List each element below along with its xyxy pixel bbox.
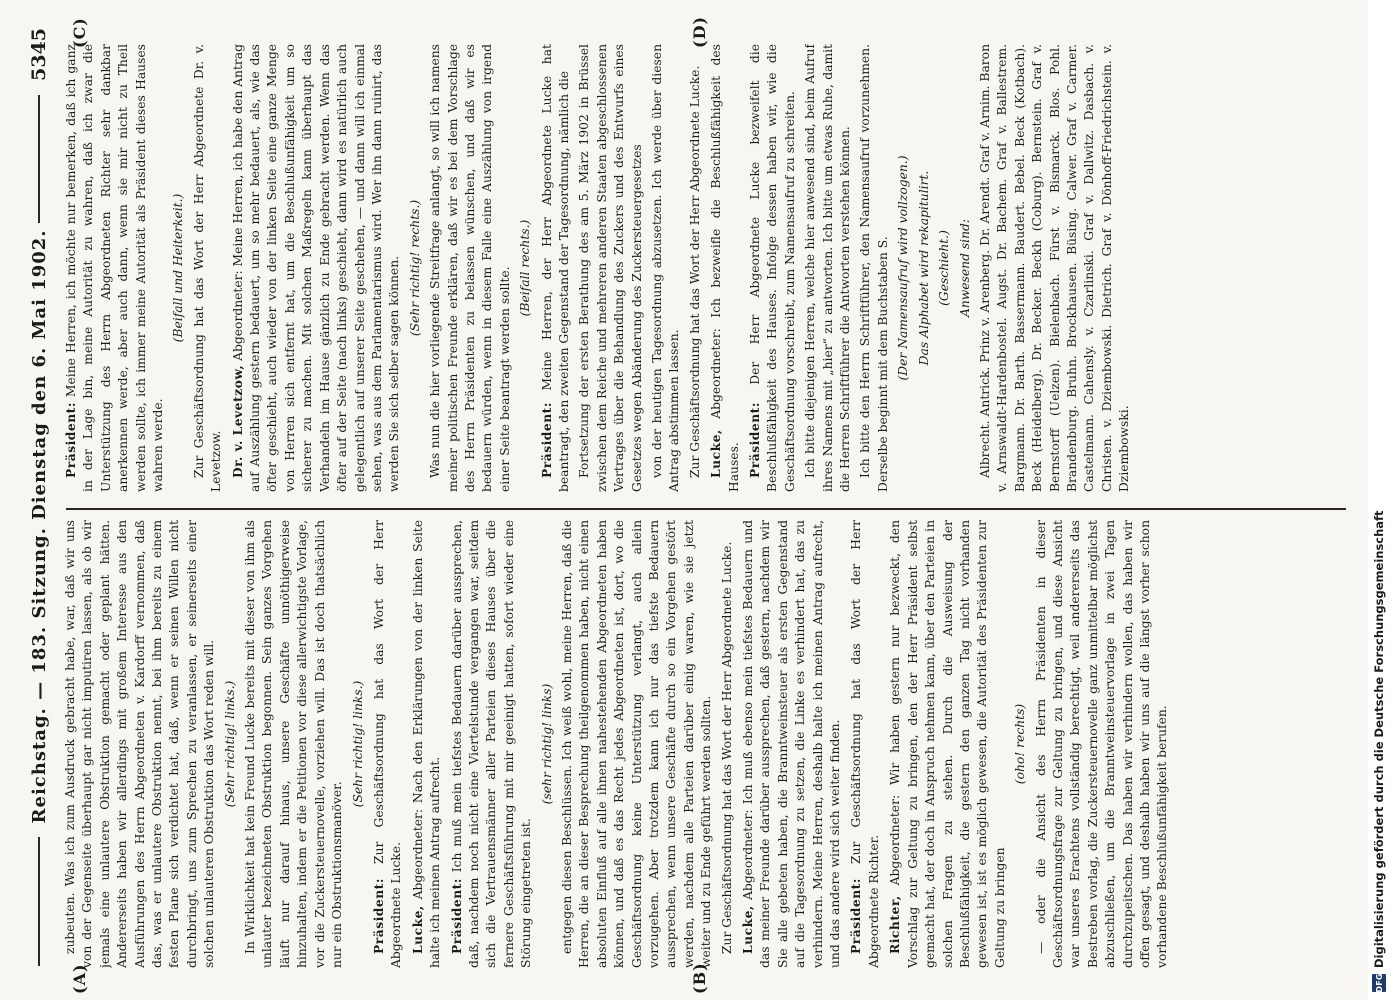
speech-text: Abgeordneter: Ich muß ebenso mein tiefstes Bedauern und das meiner Freunde darüber aussprechen, daß gestern, nachdem wir Sie alle gebeten haben, die Branntweinsteuer als ersten Gegenstand auf die Tagesordnung zu setzen, die Linke es verhindert hat, das zu verhindern. Meine Herren, deshalb halte ich meinen Antrag aufrecht, und das andere wird sich weiter finden. (741, 520, 843, 968)
speech-text: Meine Herren, ich möchte nur bemerken, daß ich ganz in der Lage bin, meine Autorität zu wahren, daß ich zwar die Unterstützung des Herrn Abgeordneten Richter sehr dankbar anerkennen werde, aber auch dann, wenn sie mir nicht zu Theil werden sollte, ich immer meine Autorität als Präsident dieses Hauses wahren werde. (64, 44, 166, 492)
text-paragraph: Zur Geschäftsordnung hat das Wort der Herr Abgeordnete Dr. v. Levetzow. (191, 44, 224, 492)
speech-text: Der Herr Abgeordnete Lucke bezweifelt die Beschlußfähigkeit des Hauses. Infolge dessen haben wir, wie die Geschäftsordnung vorschreibt, zum Namensaufruf zu schreiten. (748, 44, 797, 492)
dfg-logo: DFG (1372, 974, 1386, 992)
speech-paragraph (409, 520, 445, 968)
stage-direction: (Sehr richtig! links.) (350, 680, 365, 808)
speaker-name: Dr. v. Levetzow, (229, 364, 245, 478)
speech-paragraph (538, 44, 574, 492)
stage-direction: (Sehr richtig! links.) (222, 680, 237, 808)
speaker-name: Präsident: (538, 402, 554, 478)
speaker-name: Lucke, (409, 905, 425, 954)
stage-direction: (Der Namensaufruf wird vollzogen.) (896, 155, 911, 381)
speaker-name: Präsident: (370, 878, 386, 954)
speaker-name: Lucke, (740, 905, 756, 954)
speaker-name: Präsident: (448, 878, 464, 954)
stage-direction: (Beifall und Heiterkeit.) (171, 193, 186, 343)
speaker-name: Präsident: (848, 878, 864, 954)
column-divider (66, 508, 1346, 510)
page-number: 5345 (28, 27, 50, 81)
speech-text: Ich muß mein tiefstes Bedauern darüber aussprechen, daß, nachdem noch nicht eine Viertelstunde vergangen war, seitdem sich die Vertrauensmänner aller Parteien dieses Hauses über die fernere Geschäftsführung mit mir geeinigt hatten, sofort wieder eine Störung eingetreten ist. (449, 520, 534, 968)
speech-text: Meine Herren, der Herr Abgeordnete Lucke hat beantragt, den zweiten Gegenstand der Tagesordnung, nämlich die (539, 44, 571, 492)
stage-direction: Anwesend sind: (957, 218, 972, 318)
text-paragraph: In Wirklichkeit hat kein Freund Lucke bereits mit dieser von ihm als unlauter bezeichneten Obstruktion begonnen. Sein ganzes Vorgehen läuft nur darauf hinaus, unsere Geschäfte unnöthigerweise hinzuhalten, indem er die Petitionen vor diese allerwichtigste Vorlage, vor die Zuckersteuernovelle, vorziehen will. Das ist doch thatsächlich nur ein Obstruktionsmanöver. (243, 520, 345, 968)
text-paragraph: Ich bitte den Herrn Schriftführer, den Namensaufruf vorzunehmen. Derselbe beginnt mit dem Buchstaben S. (858, 44, 890, 492)
speaker-name: Präsident: (63, 402, 78, 478)
text-paragraph: von der heutigen Tagesordnung abzusetzen. Ich werde über diesen Antrag abstimmen lassen. (650, 44, 682, 492)
header-rule-right (38, 95, 40, 224)
speech-text: Zur Geschäftsordnung hat das Wort der Herr Abgeordnete Richter. (849, 520, 881, 968)
speech-paragraph (886, 520, 1009, 968)
speech-text: Abgeordneter: Meine Herren, ich habe den Antrag auf Auszählung gestern bedauert, um so mehr bedauert, als, wie das öfter geschieht, auch wieder von der linken Seite eine ganze Menge von Herren sich entfernt hat, um die Beschlußunfähigkeit um so sicherer zu machen. Mit solchen Maßregeln kann überhaupt das Verhandeln im Hause gänzlich zu Ende gebracht werden. Wenn das öfter auf der Seite (nach links) geschieht, dann wird es natürlich auch gelegentlich auf unserer Seite geschehen, — und dann will ich einmal sehen, was aus dem Parlamentarismus wird. Wer ihn dann ruinirt, das werden Sie sich selber sagen können. (230, 44, 402, 492)
speech-text: Zur Geschäftsordnung hat das Wort der Herr Abgeordnete Lucke. (371, 520, 404, 968)
digitization-footer (1372, 510, 1386, 992)
text-paragraph: Zur Geschäftsordnung hat das Wort der Herr Abgeordnete Lucke. (687, 65, 702, 478)
text-paragraph: Was nun die hier vorliegende Streitfrage anlangt, so will ich namens meiner politischen Freunde erklären, daß wir es bei dem Vorschlage des Herrn Präsidenten zu belassen wünschen, und daß wir es bedauern würden, wenn in diesem Falle eine Auszählung von irgend einer Seite beantragt werden sollte. (428, 44, 512, 492)
speaker-name: Richter, (887, 895, 903, 954)
text-paragraph: — oder die Ansicht des Herrn Präsidenten in dieser Geschäftsordnungsfrage zur Geltung zu bringen, und diese Ansicht war unseres Erachtens vollständig berechtigt, weil andererseits das Bestreben vorlag, die Zuckersteuernovelle ganz unmittelbar möglichst abzuschließen, um die Branntweinsteuervorlage in zwei Tagen durchzupeitschen. Das haben wir verhindern wollen, das haben wir offen gesagt, und deshalb haben wir uns auf die längst vorher schon vorhandene Beschlußunfähigkeit berufen. (1033, 520, 1170, 968)
speech-paragraph (739, 520, 844, 968)
text-paragraph: Ich bitte diejenigen Herren, welche hier anwesend sind, beim Aufruf ihres Namens mit „hier“ zu antworten. Ich bitte um etwas Ruhe, damit die Herren Schriftführer die Antworten verstehen können. (803, 44, 853, 492)
speech-text: Abgeordneter: Wir haben gestern nur bezweckt, den Vorschlag zur Geltung zu bringen, den der Herr Präsident selbst gemacht hat, der doch in Anspruch nehmen kann, über den Parteien in solchen Fragen zu stehen. Durch die Ausweisung der Beschlußfähigkeit, die gestern den ganzen Tag nicht vorhanden gewesen ist, ist es möglich gewesen, die Autorität des Präsidenten zur Geltung zu bringen (888, 520, 1007, 968)
text-paragraph: entgegen diesen Beschlüssen. Ich weiß wohl, meine Herren, daß die Herren, die an dieser Besprechung theilgenommen haben, nicht einen absoluten Einfluß auf alle ihnen nahestehenden Abgeordneten haben können, und daß es das Recht jedes Abgeordneten ist, dort, wo die Geschäftsordnung keine Unterstützung verlangt, auch allein vorzugehen. Aber trotzdem kann ich nur das tiefste Bedauern aussprechen, wenn unsere Geschäfte durch so ein Vorgehen gestört werden, nachdem alle Parteien darüber einig waren, wie sie jetzt weiter und zu Ende geführt werden sollten. (559, 520, 714, 968)
header-rule (38, 837, 40, 966)
speaker-name: Präsident: (747, 402, 763, 478)
speech-paragraph (62, 44, 167, 492)
speech-paragraph (707, 44, 743, 492)
speech-text: Abgeordneter: Nach den Erklärungen von der linken Seite halte ich meinen Antrag aufrecht. (410, 520, 443, 968)
speech-paragraph (370, 520, 406, 968)
page-header (22, 28, 56, 972)
speech-paragraph (229, 44, 404, 492)
margin-letter-d: (D) (690, 15, 709, 48)
text-paragraph: zubeuten. Was ich zum Ausdruck gebracht habe, war, daß wir uns von der Gegenseite überhaupt gar nicht imputiren lassen, als ob wir jemals eine unlautere Obstruktion gemacht oder geplant hätten. Andererseits haben wir allerdings mit großem Interesse aus den Ausführungen des Herrn Abgeordneten v. Kardorff vernommen, daß das, was er unlautere Obstruktion nennt, bei ihm bereits zu einem festen Plane sich verdichtet hat, daß, wenn er seinen Willen nicht durchbringt, uns zum Sprechen zu veranlassen, er seinerseits einer solchen unlauteren Obstruktion das Wort reden will. (63, 520, 217, 968)
stage-direction: (oho! rechts) (1013, 703, 1028, 785)
text-paragraph: Fortsetzung der ersten Berathung des am 5. März 1902 in Brüssel zwischen dem Reiche und mehreren anderen Staaten abgeschlossenen Vertrages über die Behandlung des Zuckers und des Entwurfs eines Gesetzes wegen Abänderung des Zuckersteuergesetzes (577, 44, 644, 492)
digitization-note: Digitalisierung gefördert durch die Deutsche Forschungsgemeinschaft (1372, 510, 1386, 968)
margin-letter-c: (C) (70, 17, 89, 48)
text-paragraph: Albrecht. Antrick. Prinz v. Arenberg. Dr. Arendt. Graf v. Arnim. Baron v. Arnswaldt-Hardenbostel. Augst. Dr. Bachem. Graf v. Ballestrem. Bargmann. Dr. Barth. Bassermann. Baudert. Bebel. Beck (Kotbach). Beck (Heidelberg). Dr. Becker. Beckh (Coburg). Bernstein. Graf v. Bernstorff (Uelzen). Bielenbach. Fürst v. Bismarck. Blos. Pohl. Brandenburg. Bruhn. Brockhausen. Büsing. Calwer. Graf v. Carmer. Castelmann. Cahensly. v. Czarlinski. Graf v. Dallwitz. Dasbach. v. Christen. v. Dziembowski. Dietrich. Graf v. Dönhoff-Friedrichstein. v. Dziembowski. (977, 44, 1132, 492)
margin-letter-a: (A) (70, 963, 89, 994)
speech-paragraph (746, 44, 799, 492)
stage-direction: (sehr richtig! links) (539, 683, 554, 805)
speech-text: Abgeordneter: Ich bezweifle die Beschlußfähigkeit des Hauses. (709, 44, 741, 492)
speech-paragraph (448, 520, 536, 968)
stage-direction: (Sehr richtig! rechts.) (407, 199, 422, 337)
speaker-name: Lucke, (708, 429, 724, 478)
stage-direction: Das Alphabet wird rekapitulirt. (916, 170, 931, 366)
margin-letter-b: (B) (690, 962, 709, 994)
text-paragraph: Zur Geschäftsordnung hat das Wort der Herr Abgeordnete Lucke. (719, 541, 734, 954)
header-title: Reichstag. — 183. Sitzung. Dienstag den 6. Mai 1902. (28, 229, 50, 824)
right-text-column (62, 44, 1352, 492)
speech-paragraph (847, 520, 883, 968)
stage-direction: (Beifall rechts.) (518, 219, 533, 317)
left-text-column (62, 520, 1352, 968)
stage-direction: (Geschieht.) (937, 230, 952, 306)
